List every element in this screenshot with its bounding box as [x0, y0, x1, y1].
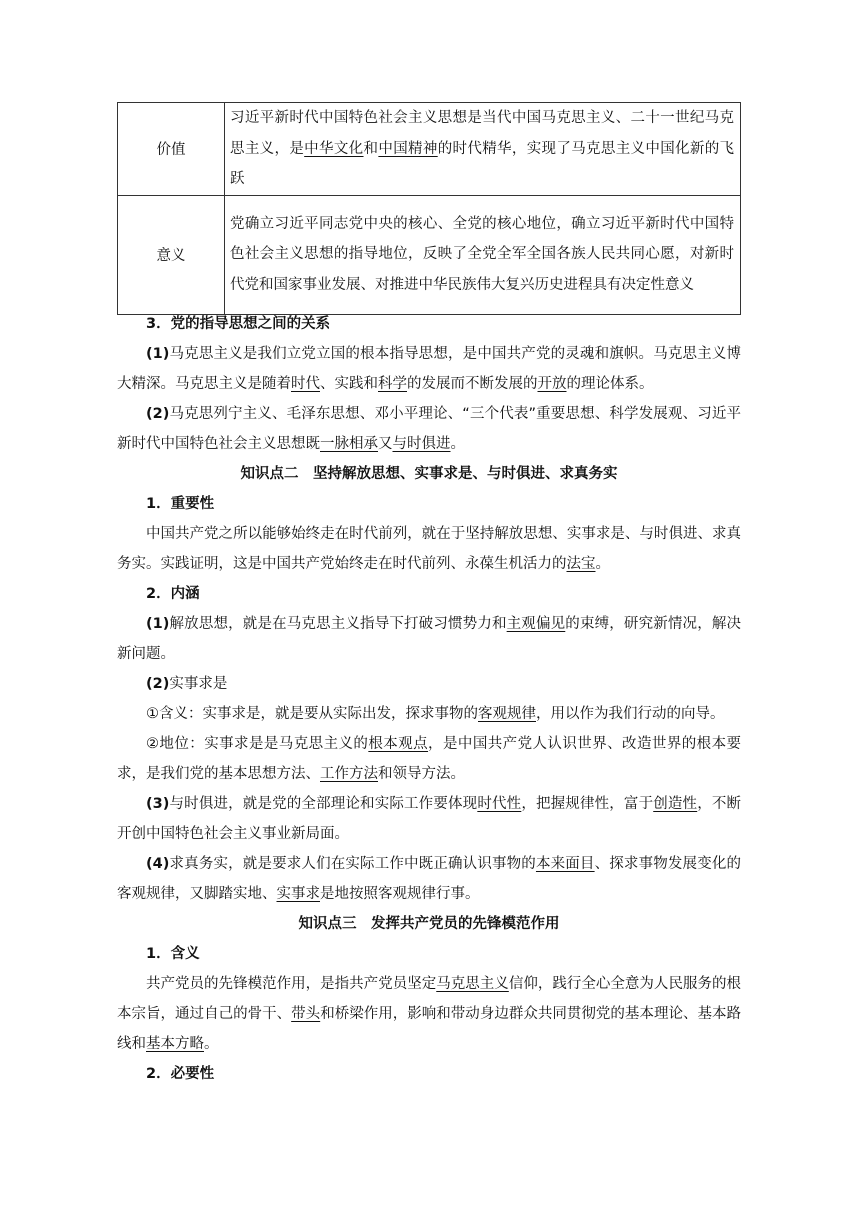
underlined-answer: 开放: [537, 376, 567, 392]
underlined-answer: 主观偏见: [506, 616, 566, 632]
document-body: [117, 309, 741, 1089]
subheading: 2．内涵: [146, 586, 200, 602]
underlined-answer: 创造性: [653, 796, 698, 812]
row-content: 党确立习近平同志党中央的核心、全党的核心地位，确立习近平新时代中国特色社会主义思想的指导地位，反映了全党全军全国各族人民共同心愿，对新时代党和国家事业发展、对推进中华民族伟大复兴历史进程具有决定性意义: [225, 195, 741, 314]
paragraph: (2)马克思列宁主义、毛泽东思想、邓小平理论、“三个代表”重要思想、科学发展观、习近平新时代中国特色社会主义思想既一脉相承又与时俱进。: [117, 406, 741, 452]
underlined-answer: 马克思主义: [436, 976, 509, 992]
underlined-answer: 时代: [291, 376, 320, 392]
underlined-answer: 客观规律: [478, 706, 536, 722]
row-label: 意义: [118, 195, 225, 314]
underlined-answer: 与时俱进: [392, 436, 451, 452]
underlined-answer: 法宝: [566, 556, 596, 572]
knowledge-table: [117, 102, 741, 315]
subheading: 2．必要性: [146, 1066, 215, 1082]
underlined-answer: 根本观点: [368, 736, 429, 752]
underlined-answer: 中国精神: [378, 140, 438, 157]
underlined-answer: 工作方法: [320, 766, 378, 782]
paragraph: (3)与时俱进，就是党的全部理论和实际工作要体现时代性，把握规律性，富于创造性，不断开创中国特色社会主义事业新局面。: [117, 796, 742, 842]
underlined-answer: 时代性: [477, 796, 522, 812]
paragraph: ①含义：实事求是，就是要从实际出发，探求事物的客观规律，用以作为我们行动的向导。: [146, 706, 725, 722]
paragraph: (2)实事求是: [146, 676, 228, 692]
table-row: [118, 195, 741, 314]
underlined-answer: 科学: [378, 376, 407, 392]
paragraph: (1)解放思想，就是在马克思主义指导下打破习惯势力和主观偏见的束缚，研究新情况，解决新问题。: [117, 616, 742, 662]
underlined-answer: 一脉相承: [320, 436, 378, 452]
row-content: 习近平新时代中国特色社会主义思想是当代中国马克思主义、二十一世纪马克思主义，是中华文化和中国精神的时代精华，实现了马克思主义中国化新的飞跃: [225, 103, 741, 196]
table-row: [118, 103, 741, 196]
paragraph: (4)求真务实，就是要求人们在实际工作中既正确认识事物的本来面目、探求事物发展变化的客观规律，又脚踏实地、实事求是地按照客观规律行事。: [117, 856, 742, 902]
subheading: 3．党的指导思想之间的关系: [146, 316, 331, 332]
underlined-answer: 本来面目: [535, 856, 595, 872]
underlined-answer: 带头: [291, 1006, 321, 1022]
paragraph: 共产党员的先锋模范作用，是指共产党员坚定马克思主义信仰，践行全心全意为人民服务的根本宗旨，通过自己的骨干、带头和桥梁作用，影响和带动身边群众共同贯彻党的基本理论、基本路线和基本方略。: [117, 976, 742, 1052]
section-heading: 知识点三 发挥共产党员的先锋模范作用: [298, 916, 560, 932]
section-heading: 知识点二 坚持解放思想、实事求是、与时俱进、求真务实: [240, 466, 618, 482]
paragraph: ②地位：实事求是是马克思主义的根本观点，是中国共产党人认识世界、改造世界的根本要求，是我们党的基本思想方法、工作方法和领导方法。: [117, 736, 742, 782]
subheading: 1．重要性: [146, 496, 215, 512]
underlined-answer: 中华文化: [304, 140, 364, 157]
row-label: 价值: [118, 103, 225, 196]
paragraph: 中国共产党之所以能够始终走在时代前列，就在于坚持解放思想、实事求是、与时俱进、求真务实。实践证明，这是中国共产党始终走在时代前列、永葆生机活力的法宝。: [117, 526, 741, 572]
underlined-answer: 实事求: [276, 886, 320, 902]
paragraph: (1)马克思主义是我们立党立国的根本指导思想，是中国共产党的灵魂和旗帜。马克思主义博大精深。马克思主义是随着时代、实践和科学的发展而不断发展的开放的理论体系。: [117, 346, 741, 392]
subheading: 1．含义: [146, 946, 200, 962]
underlined-answer: 基本方略: [146, 1036, 204, 1052]
